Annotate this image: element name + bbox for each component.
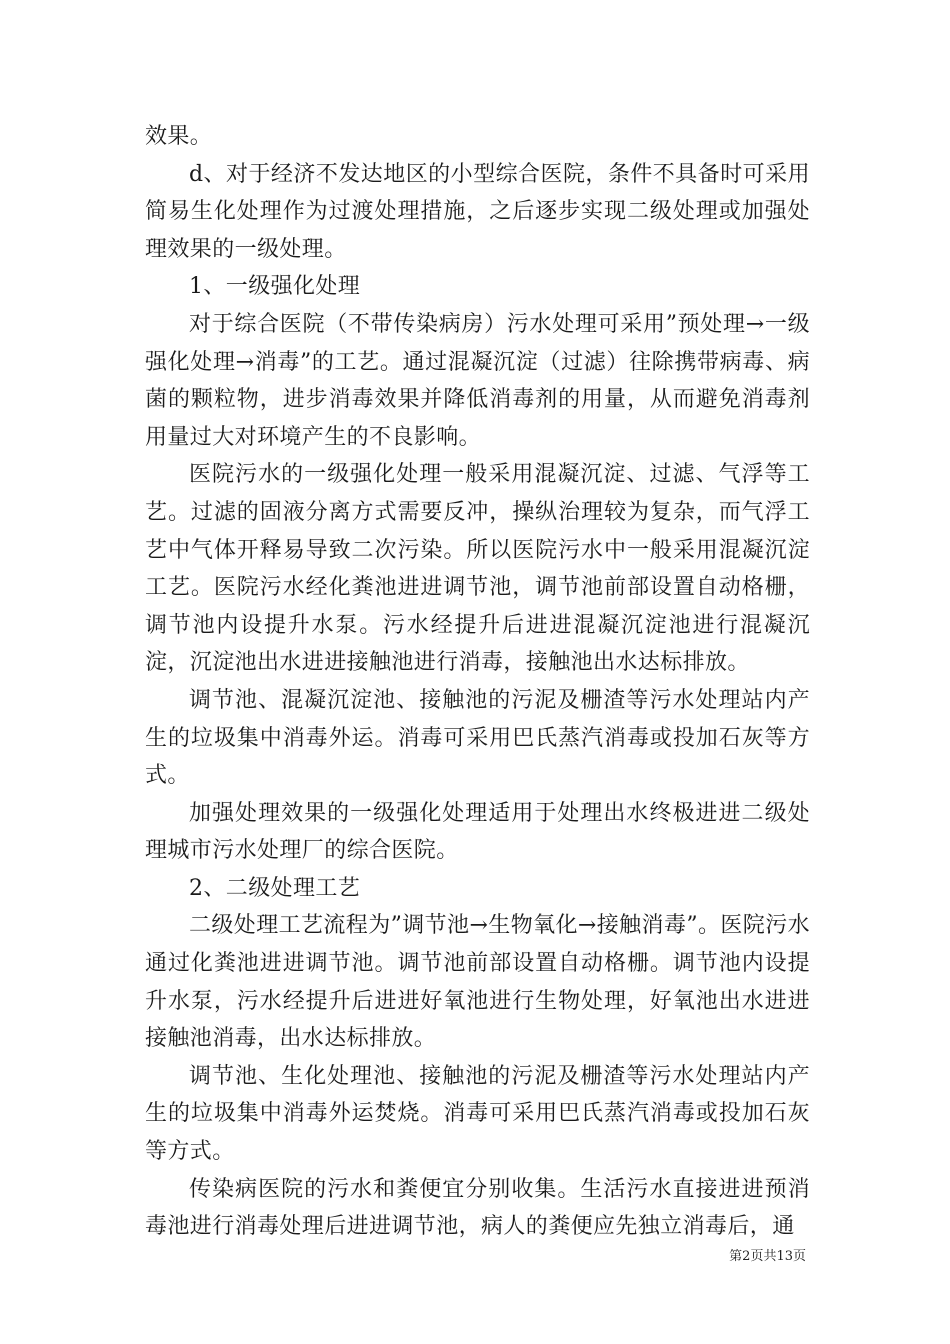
paragraph: 医院污水的一级强化处理一般采用混凝沉淀、过滤、气浮等工艺。过滤的固液分离方式需要反冲，操纵治理较为复杂，而气浮工艺中气体开释易导致二次污染。所以医院污水中一般采用混凝沉淀工艺。医院污水经化粪池进进调节池，调节池前部设置自动格栅，调节池内设提升水泵。污水经提升后进进混凝沉淀池进行混凝沉淀，沉淀池出水进进接触池进行消毒，接触池出水达标排放。 — [145, 462, 810, 676]
section-heading-primary-treatment: 1、一级强化处理 — [189, 274, 361, 300]
body-text — [145, 118, 810, 1246]
paragraph: 调节池、生化处理池、接触池的污泥及栅渣等污水处理站内产生的垃圾集中消毒外运焚烧。消毒可采用巴氏蒸汽消毒或投加石灰等方式。 — [145, 1063, 810, 1165]
paragraph: 加强处理效果的一级强化处理适用于处理出水终极进进二级处理城市污水处理厂的综合医院。 — [145, 800, 810, 864]
paragraph: 传染病医院的污水和粪便宜分别收集。生活污水直接进进预消毒池进行消毒处理后进进调节池，病人的粪便应先独立消毒后，通 — [145, 1176, 810, 1240]
section-heading-secondary-treatment: 2、二级处理工艺 — [189, 875, 361, 901]
paragraph-continuation: 效果。 — [145, 124, 213, 149]
paragraph: 二级处理工艺流程为”调节池→生物氧化→接触消毒”。医院污水通过化粪池进进调节池。调节池前部设置自动格栅。调节池内设提升水泵，污水经提升后进进好氧池进行生物处理，好氧池出水进进接触池消毒，出水达标排放。 — [145, 913, 810, 1052]
paragraph: 调节池、混凝沉淀池、接触池的污泥及栅渣等污水处理站内产生的垃圾集中消毒外运。消毒可采用巴氏蒸汽消毒或投加石灰等方式。 — [145, 687, 810, 789]
page-number: 第2页共13页 — [729, 1249, 806, 1264]
paragraph-item-d: d、对于经济不发达地区的小型综合医院，条件不具备时可采用简易生化处理作为过渡处理措施，之后逐步实现二级处理或加强处理效果的一级处理。 — [145, 161, 810, 262]
paragraph: 对于综合医院（不带传染病房）污水处理可采用”预处理→一级强化处理→消毒”的工艺。通过混凝沉淀（过滤）往除携带病毒、病菌的颗粒物，进步消毒效果并降低消毒剂的用量，从而避免消毒剂用量过大对环境产生的不良影响。 — [145, 311, 810, 450]
